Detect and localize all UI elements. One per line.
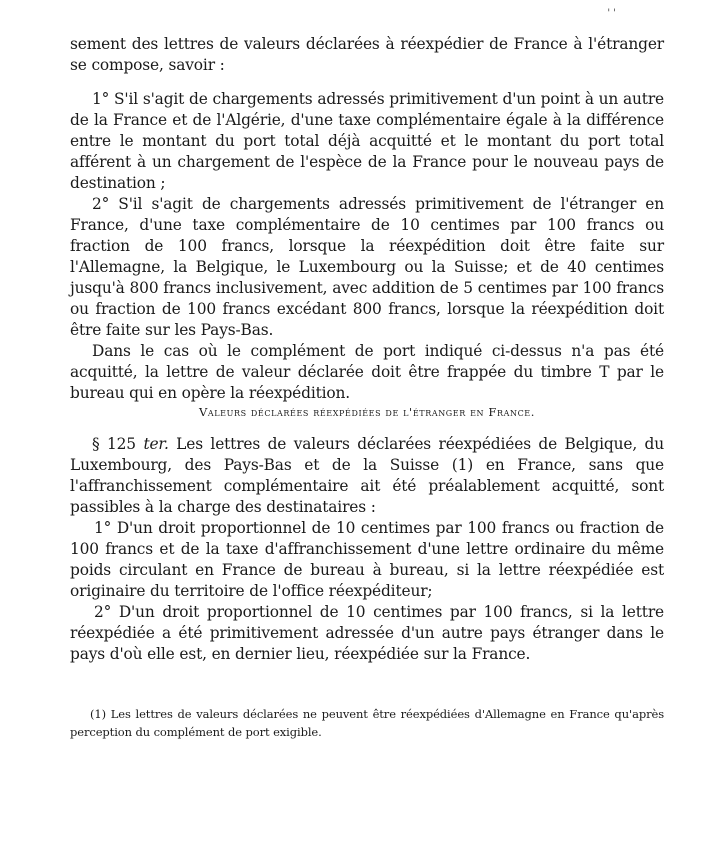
paragraph-note: Dans le cas où le complément de port indiqué ci-dessus n'a pas été acquitté, la lettre de valeur déclarée doit être frappée du timbre T par le bureau qui en opère la réexpédition. xyxy=(70,342,664,402)
page-corner-mark: ' ' xyxy=(607,8,616,19)
paragraph-item-1: 1° S'il s'agit de chargements adressés primitivement d'un point à un autre de la France et de l'Algérie, d'une taxe complémentaire égale à la différence entre le montant du port total déjà acquitté et le montant du port total afférent à un chargement de l'espèce de la France pour le nouveau pays de destination ; xyxy=(70,90,664,192)
section-item-2: 2° D'un droit proportionnel de 10 centimes par 100 francs, si la lettre réexpédiée a été primitivement adressée d'un autre pays étranger dans le pays d'où elle est, en dernier lieu, réexpédiée sur la France. xyxy=(70,603,664,663)
paragraph-continuation: sement des lettres de valeurs déclarées à réexpédier de France à l'étranger se compose, savoir : xyxy=(70,35,664,74)
section-paragraph xyxy=(70,434,664,518)
section-suffix: ter. xyxy=(143,435,169,453)
section-heading: Valeurs déclarées réexpédiées de l'étranger en France. xyxy=(198,405,535,419)
footnote: (1) Les lettres de valeurs déclarées ne peuvent être réexpédiées d'Allemagne en France qu'après perception du complément de port exigible. xyxy=(70,707,664,739)
section-body: Les lettres de valeurs déclarées réexpédiées de Belgique, du Luxembourg, des Pays-Bas et de la Suisse (1) en France, sans que l'affranchissement complémentaire ait été préalablement acquitté, sont passibles à la charge des destinataires : xyxy=(70,435,665,516)
document-page xyxy=(70,34,664,741)
section-number: § 125 xyxy=(92,435,136,453)
paragraph-item-2: 2° S'il s'agit de chargements adressés primitivement de l'étranger en France, d'une taxe complémentaire de 10 centimes par 100 francs ou fraction de 100 francs, lorsque la réexpédition doit être faite sur l'Allemagne, la Belgique, le Luxembourg ou la Suisse; et de 40 centimes jusqu'à 800 francs inclusivement, avec addition de 5 centimes par 100 francs ou fraction de 100 francs excédant 800 francs, lorsque la réexpédition doit être faite sur les Pays-Bas. xyxy=(70,195,664,339)
section-item-1: 1° D'un droit proportionnel de 10 centimes par 100 francs ou fraction de 100 francs et de la taxe d'affranchissement d'une lettre ordinaire du même poids circulant en France de bureau à bureau, si la lettre réexpédiée est originaire du territoire de l'office réexpéditeur; xyxy=(70,519,664,600)
